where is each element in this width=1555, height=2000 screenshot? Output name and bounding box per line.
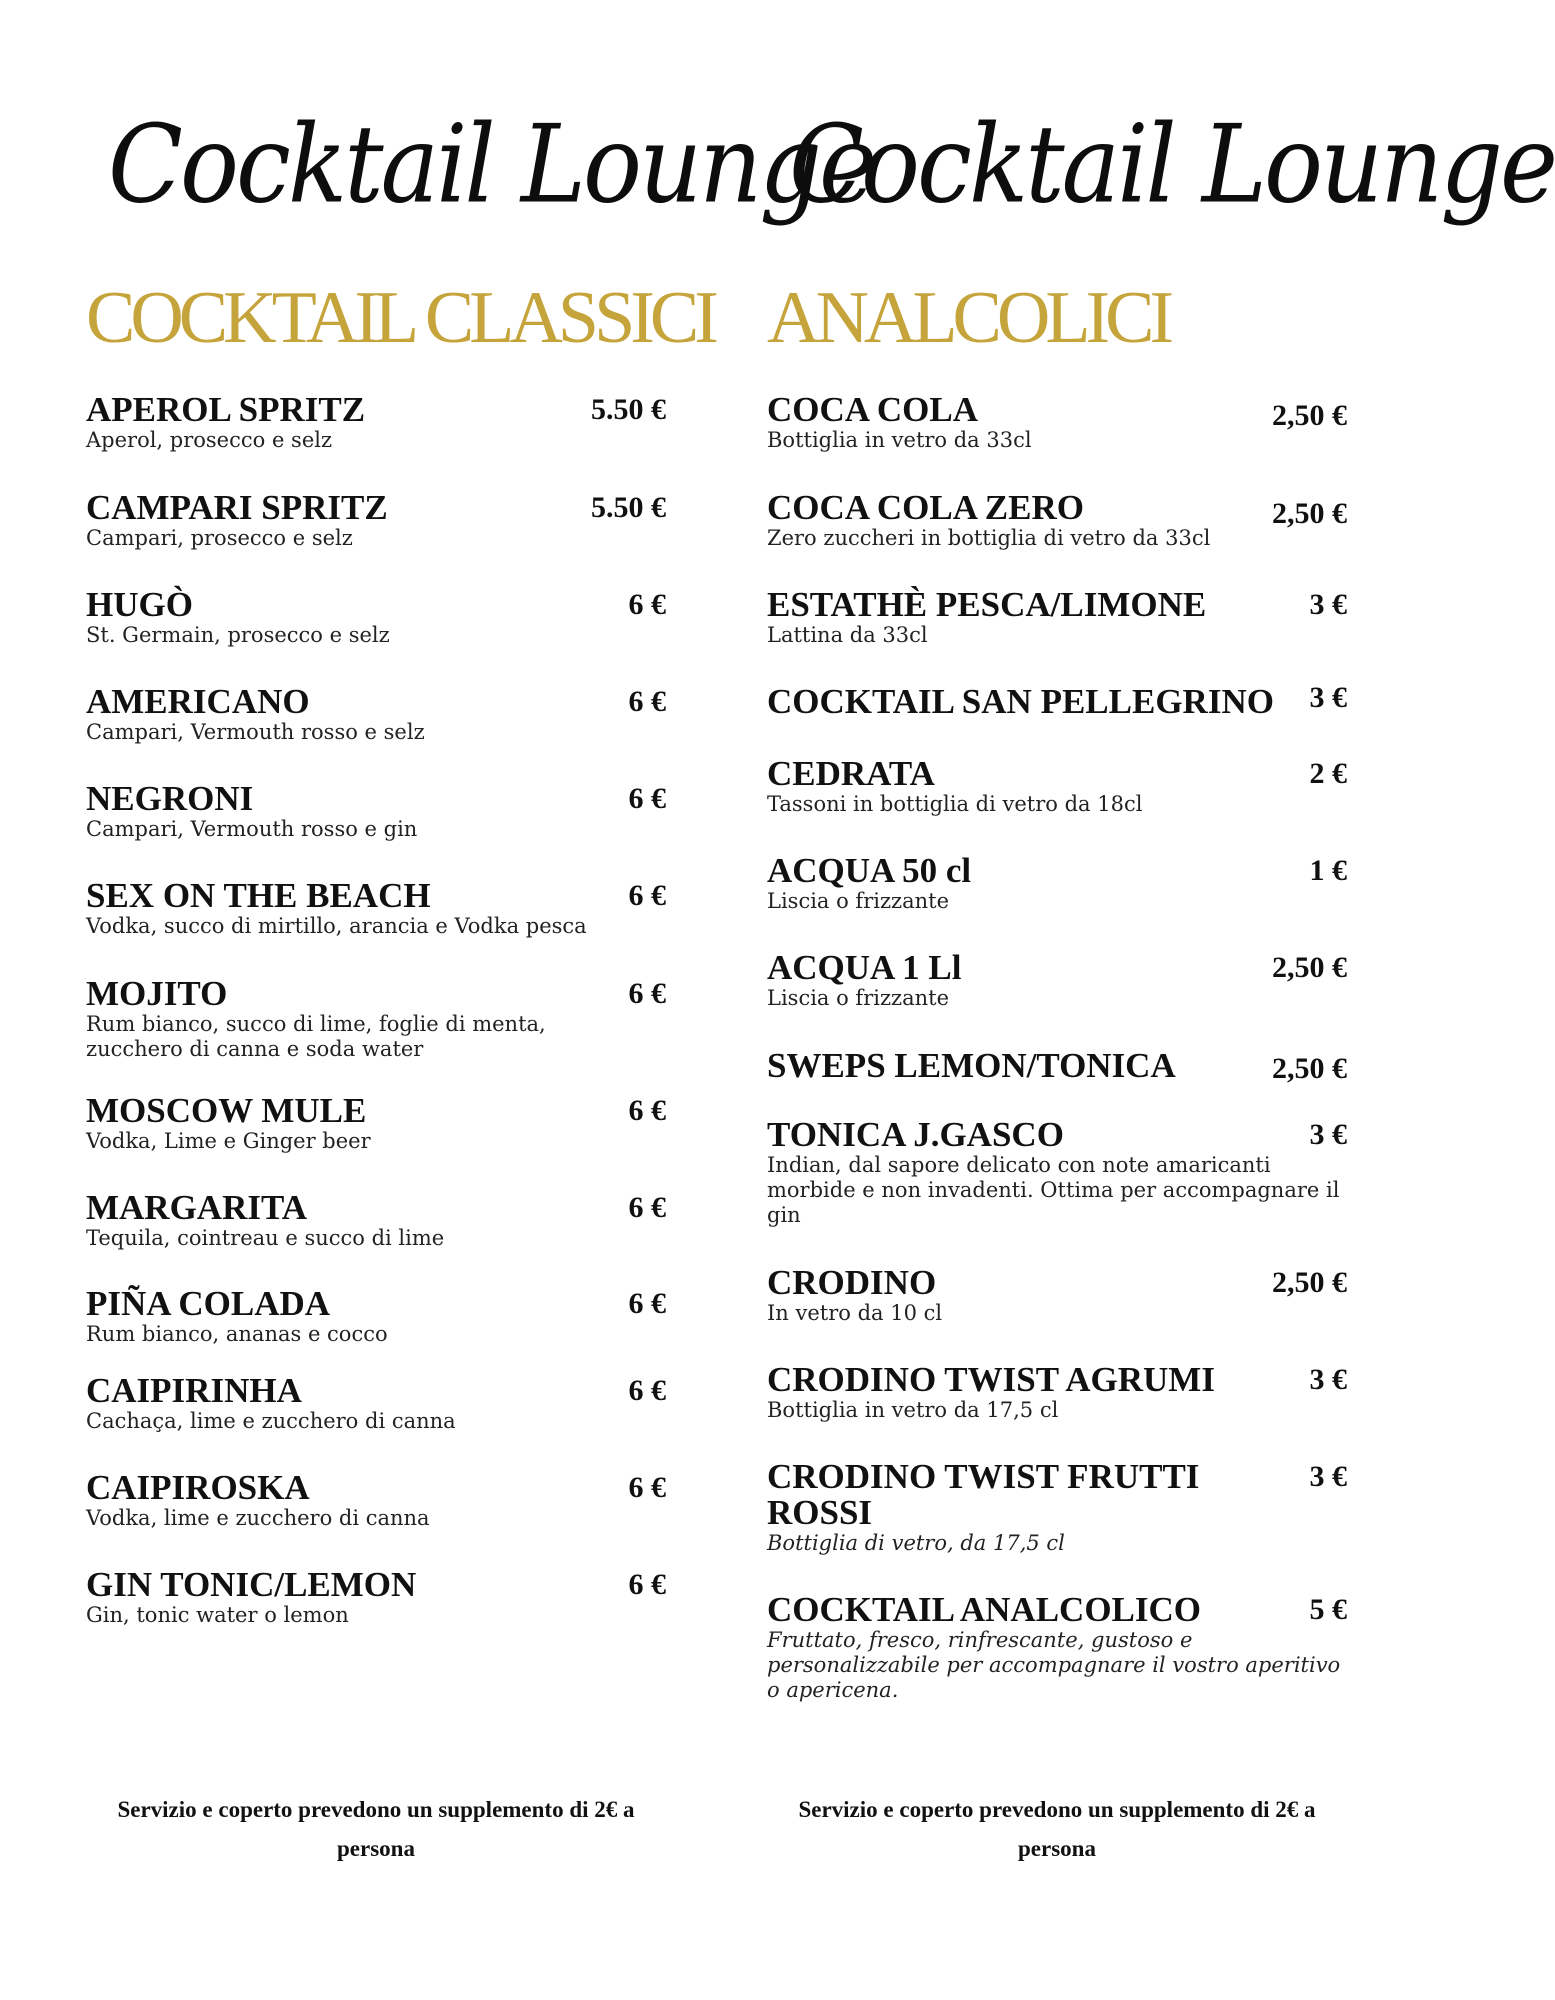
- item-price: 5 €: [1309, 1593, 1347, 1626]
- item-name: SEX ON THE BEACH: [86, 876, 431, 915]
- menu-item: [86, 1190, 666, 1251]
- menu-item: [86, 587, 666, 648]
- item-price: 6 €: [628, 782, 666, 815]
- item-name: TONICA J.GASCO: [767, 1115, 1064, 1154]
- item-description: Bottiglia in vetro da 33cl: [767, 428, 1032, 452]
- item-name: CRODINO: [767, 1263, 937, 1302]
- item-price: 6 €: [628, 879, 666, 912]
- item-price: 5.50 €: [591, 393, 666, 426]
- item-description: Vodka, lime e zucchero di canna: [86, 1506, 430, 1530]
- item-price: 6 €: [628, 1094, 666, 1127]
- item-name: CRODINO TWIST FRUTTI ROSSI: [767, 1457, 1200, 1532]
- menu-item: [86, 976, 666, 1062]
- item-description: Indian, dal sapore delicato con note amaricanti morbide e non invadenti. Ottima per accompagnare il gin: [767, 1153, 1340, 1227]
- item-name: NEGRONI: [86, 779, 254, 818]
- menu-item: [86, 490, 666, 551]
- item-description: St. Germain, prosecco e selz: [86, 623, 390, 647]
- menu-item: [767, 950, 1347, 1011]
- item-name: CAIPIRINHA: [86, 1371, 302, 1410]
- item-price: 6 €: [628, 588, 666, 621]
- item-name: ACQUA 50 cl: [767, 851, 972, 890]
- item-description: Zero zuccheri in bottiglia di vetro da 33cl: [767, 526, 1211, 550]
- menu-item: [767, 587, 1347, 648]
- menu-item: [86, 781, 666, 842]
- menu-item: [86, 1567, 666, 1628]
- item-name: PIÑA COLADA: [86, 1284, 331, 1323]
- item-name: ESTATHÈ PESCA/LIMONE: [767, 585, 1207, 624]
- item-name: MARGARITA: [86, 1188, 308, 1227]
- menu-item: [86, 684, 666, 745]
- menu-item: [767, 1117, 1347, 1228]
- item-name: MOJITO: [86, 974, 228, 1013]
- item-description: Lattina da 33cl: [767, 623, 928, 647]
- item-name: COCA COLA ZERO: [767, 488, 1084, 527]
- menu-item: [767, 392, 1347, 453]
- item-description: Aperol, prosecco e selz: [86, 428, 333, 452]
- menu-item: [767, 853, 1347, 914]
- analcolici-column: [767, 0, 1555, 2000]
- menu-item: [767, 681, 1347, 721]
- item-price: 6 €: [628, 1568, 666, 1601]
- cocktail-lounge-logo: Cocktail Lounge: [108, 102, 874, 228]
- item-price: 6 €: [628, 977, 666, 1010]
- item-description: Tassoni in bottiglia di vetro da 18cl: [767, 792, 1143, 816]
- item-price: 2,50 €: [1272, 399, 1347, 432]
- item-description: Liscia o frizzante: [767, 986, 949, 1010]
- item-name: COCA COLA: [767, 390, 978, 429]
- item-name: SWEPS LEMON/TONICA: [767, 1046, 1176, 1085]
- item-description: Gin, tonic water o lemon: [86, 1603, 349, 1627]
- section-title: COCKTAIL CLASSICI: [86, 277, 714, 359]
- item-name: COCKTAIL ANALCOLICO: [767, 1590, 1202, 1629]
- item-price: 2 €: [1309, 757, 1347, 790]
- item-description: Campari, Vermouth rosso e gin: [86, 817, 418, 841]
- item-price: 3 €: [1309, 588, 1347, 621]
- item-description: Bottiglia di vetro, da 17,5 cl: [767, 1531, 1065, 1555]
- item-description: Vodka, succo di mirtillo, arancia e Vodka pesca: [86, 914, 587, 938]
- item-description: Rum bianco, succo di lime, foglie di menta, zucchero di canna e soda water: [86, 1012, 546, 1061]
- item-price: 3 €: [1309, 1363, 1347, 1396]
- item-price: 6 €: [628, 1287, 666, 1320]
- item-name: COCKTAIL SAN PELLEGRINO: [767, 682, 1274, 721]
- item-name: CAIPIROSKA: [86, 1468, 310, 1507]
- item-price: 6 €: [628, 1471, 666, 1504]
- cocktail-lounge-logo: Cocktail Lounge: [789, 102, 1555, 228]
- item-price: 2,50 €: [1272, 1266, 1347, 1299]
- item-name: ACQUA 1 Ll: [767, 948, 962, 987]
- item-price: 6 €: [628, 685, 666, 718]
- item-price: 3 €: [1309, 1118, 1347, 1151]
- item-description: Vodka, Lime e Ginger beer: [86, 1129, 371, 1153]
- item-description: Tequila, cointreau e succo di lime: [86, 1226, 445, 1250]
- menu-item: [767, 1362, 1347, 1423]
- item-description: In vetro da 10 cl: [767, 1301, 943, 1325]
- menu-item: [767, 1048, 1347, 1084]
- item-price: 6 €: [628, 1191, 666, 1224]
- menu-item: [86, 392, 666, 453]
- menu-item: [86, 1093, 666, 1154]
- section-title: ANALCOLICI: [767, 277, 1170, 359]
- item-name: APEROL SPRITZ: [86, 390, 366, 429]
- item-name: AMERICANO: [86, 682, 310, 721]
- item-price: 2,50 €: [1272, 497, 1347, 530]
- menu-item: [86, 878, 666, 939]
- item-price: 6 €: [628, 1374, 666, 1407]
- item-price: 3 €: [1309, 1460, 1347, 1493]
- item-name: CEDRATA: [767, 754, 935, 793]
- item-name: GIN TONIC/LEMON: [86, 1565, 417, 1604]
- item-description: Campari, prosecco e selz: [86, 526, 353, 550]
- item-price: 2,50 €: [1272, 951, 1347, 984]
- service-charge-note: Servizio e coperto prevedono un supplemento di 2€ a persona: [798, 1797, 1316, 1861]
- item-price: 3 €: [1309, 681, 1347, 714]
- item-description: Rum bianco, ananas e cocco: [86, 1322, 388, 1346]
- menu-item: [86, 1286, 666, 1347]
- menu-item: [767, 1459, 1347, 1556]
- item-name: CRODINO TWIST AGRUMI: [767, 1360, 1215, 1399]
- menu-item: [86, 1470, 666, 1531]
- item-price: 5.50 €: [591, 491, 666, 524]
- menu-item: [767, 1592, 1347, 1703]
- item-description: Cachaça, lime e zucchero di canna: [86, 1409, 456, 1433]
- item-description: Liscia o frizzante: [767, 889, 949, 913]
- service-charge-note: Servizio e coperto prevedono un supplemento di 2€ a persona: [117, 1797, 635, 1861]
- item-description: Bottiglia in vetro da 17,5 cl: [767, 1398, 1059, 1422]
- menu-item: [86, 1373, 666, 1434]
- item-price: 2,50 €: [1272, 1052, 1347, 1085]
- item-name: HUGÒ: [86, 585, 193, 624]
- menu-item: [767, 490, 1347, 551]
- item-description: Campari, Vermouth rosso e selz: [86, 720, 425, 744]
- item-price: 1 €: [1309, 854, 1347, 887]
- item-name: CAMPARI SPRITZ: [86, 488, 388, 527]
- item-description: Fruttato, fresco, rinfrescante, gustoso e personalizzabile per accompagnare il vostro aperitivo o apericena.: [767, 1628, 1341, 1702]
- menu-item: [767, 756, 1347, 817]
- menu-item: [767, 1265, 1347, 1326]
- item-name: MOSCOW MULE: [86, 1091, 367, 1130]
